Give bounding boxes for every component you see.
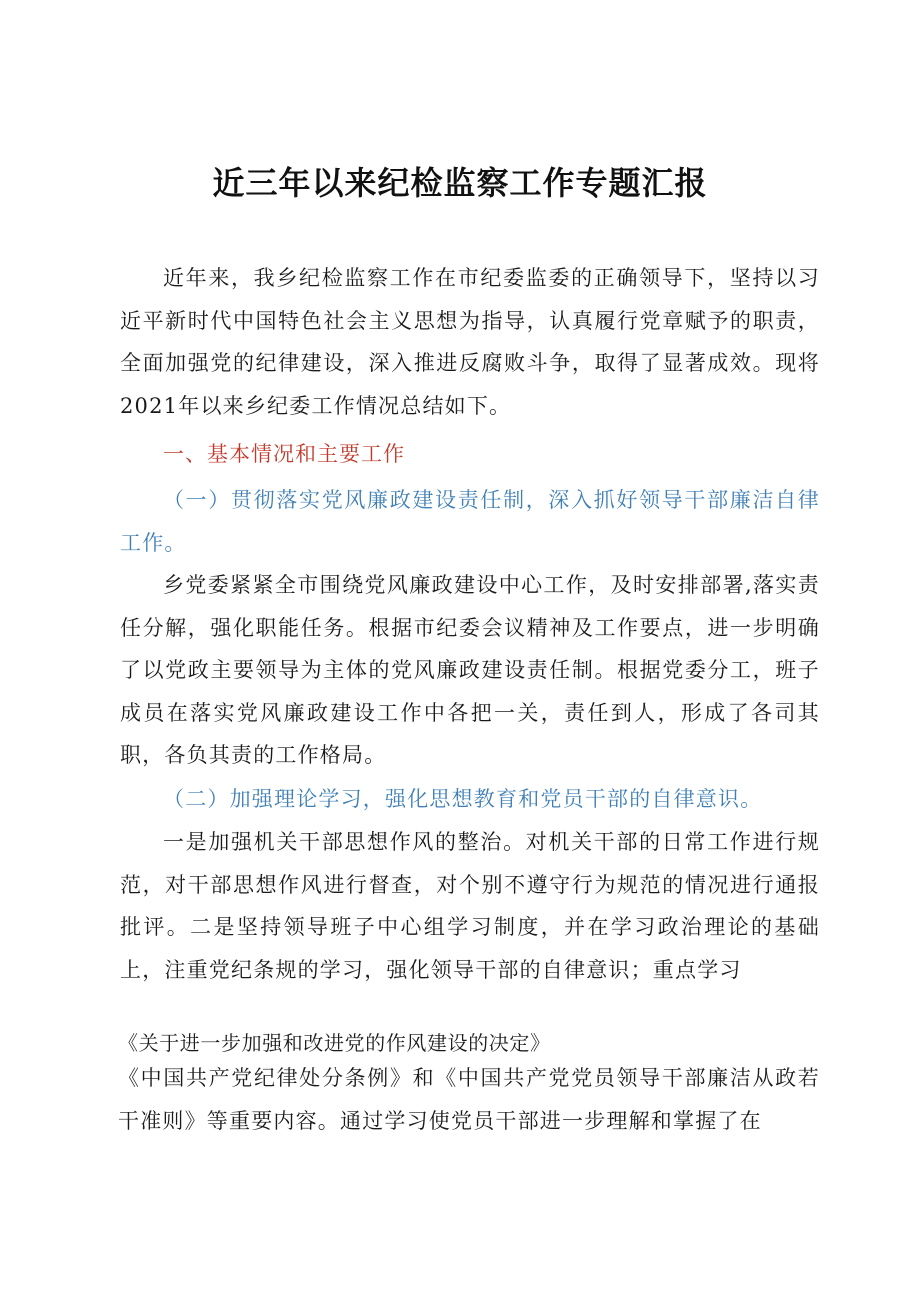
book-title-line: 《关于进一步加强和改进党的作风建设的决定》 — [118, 1031, 551, 1055]
subsection-heading-2: （二）加强理论学习，强化思想教育和党员干部的自律意识。 — [163, 787, 763, 811]
intro-paragraph: 近年来，我乡纪检监察工作在市纪委监委的正确领导下，坚持以习近平新时代中国特色社会主义思想为指导，认真履行党章赋予的职责，全面加强党的纪律建设，深入推进反腐败斗争，取得了显著成效。现将2021年以来乡纪委工作情况总结如下。 — [120, 266, 820, 418]
section-heading: 一、基本情况和主要工作 — [163, 442, 405, 466]
document-title: 近三年以来纪检监察工作专题汇报 — [212, 164, 708, 202]
subsection-body-2-continued: 《中国共产党纪律处分条例》和《中国共产党党员领导干部廉洁从政若干准则》等重要内容。通过学习使党员干部进一步理解和掌握了在 — [118, 1066, 820, 1133]
subsection-body-2: 一是加强机关干部思想作风的整治。对机关干部的日常工作进行规范，对干部思想作风进行督查，对个别不遵守行为规范的情况进行通报批评。二是坚持领导班子中心组学习制度，并在学习政治理论的基础上，注重党纪条规的学习，强化领导干部的自律意识；重点学习 — [120, 830, 820, 982]
subsection-heading-1: （一）贯彻落实党风廉政建设责任制，深入抓好领导干部廉洁自律工作。 — [120, 488, 820, 555]
subsection-body-1: 乡党委紧紧全市围绕党风廉政建设中心工作，及时安排部署,落实责任分解，强化职能任务。根据市纪委会议精神及工作要点，进一步明确了以党政主要领导为主体的党风廉政建设责任制。根据党委分工，班子成员在落实党风廉政建设工作中各把一关，责任到人，形成了各司其职，各负其责的工作格局。 — [120, 573, 820, 767]
